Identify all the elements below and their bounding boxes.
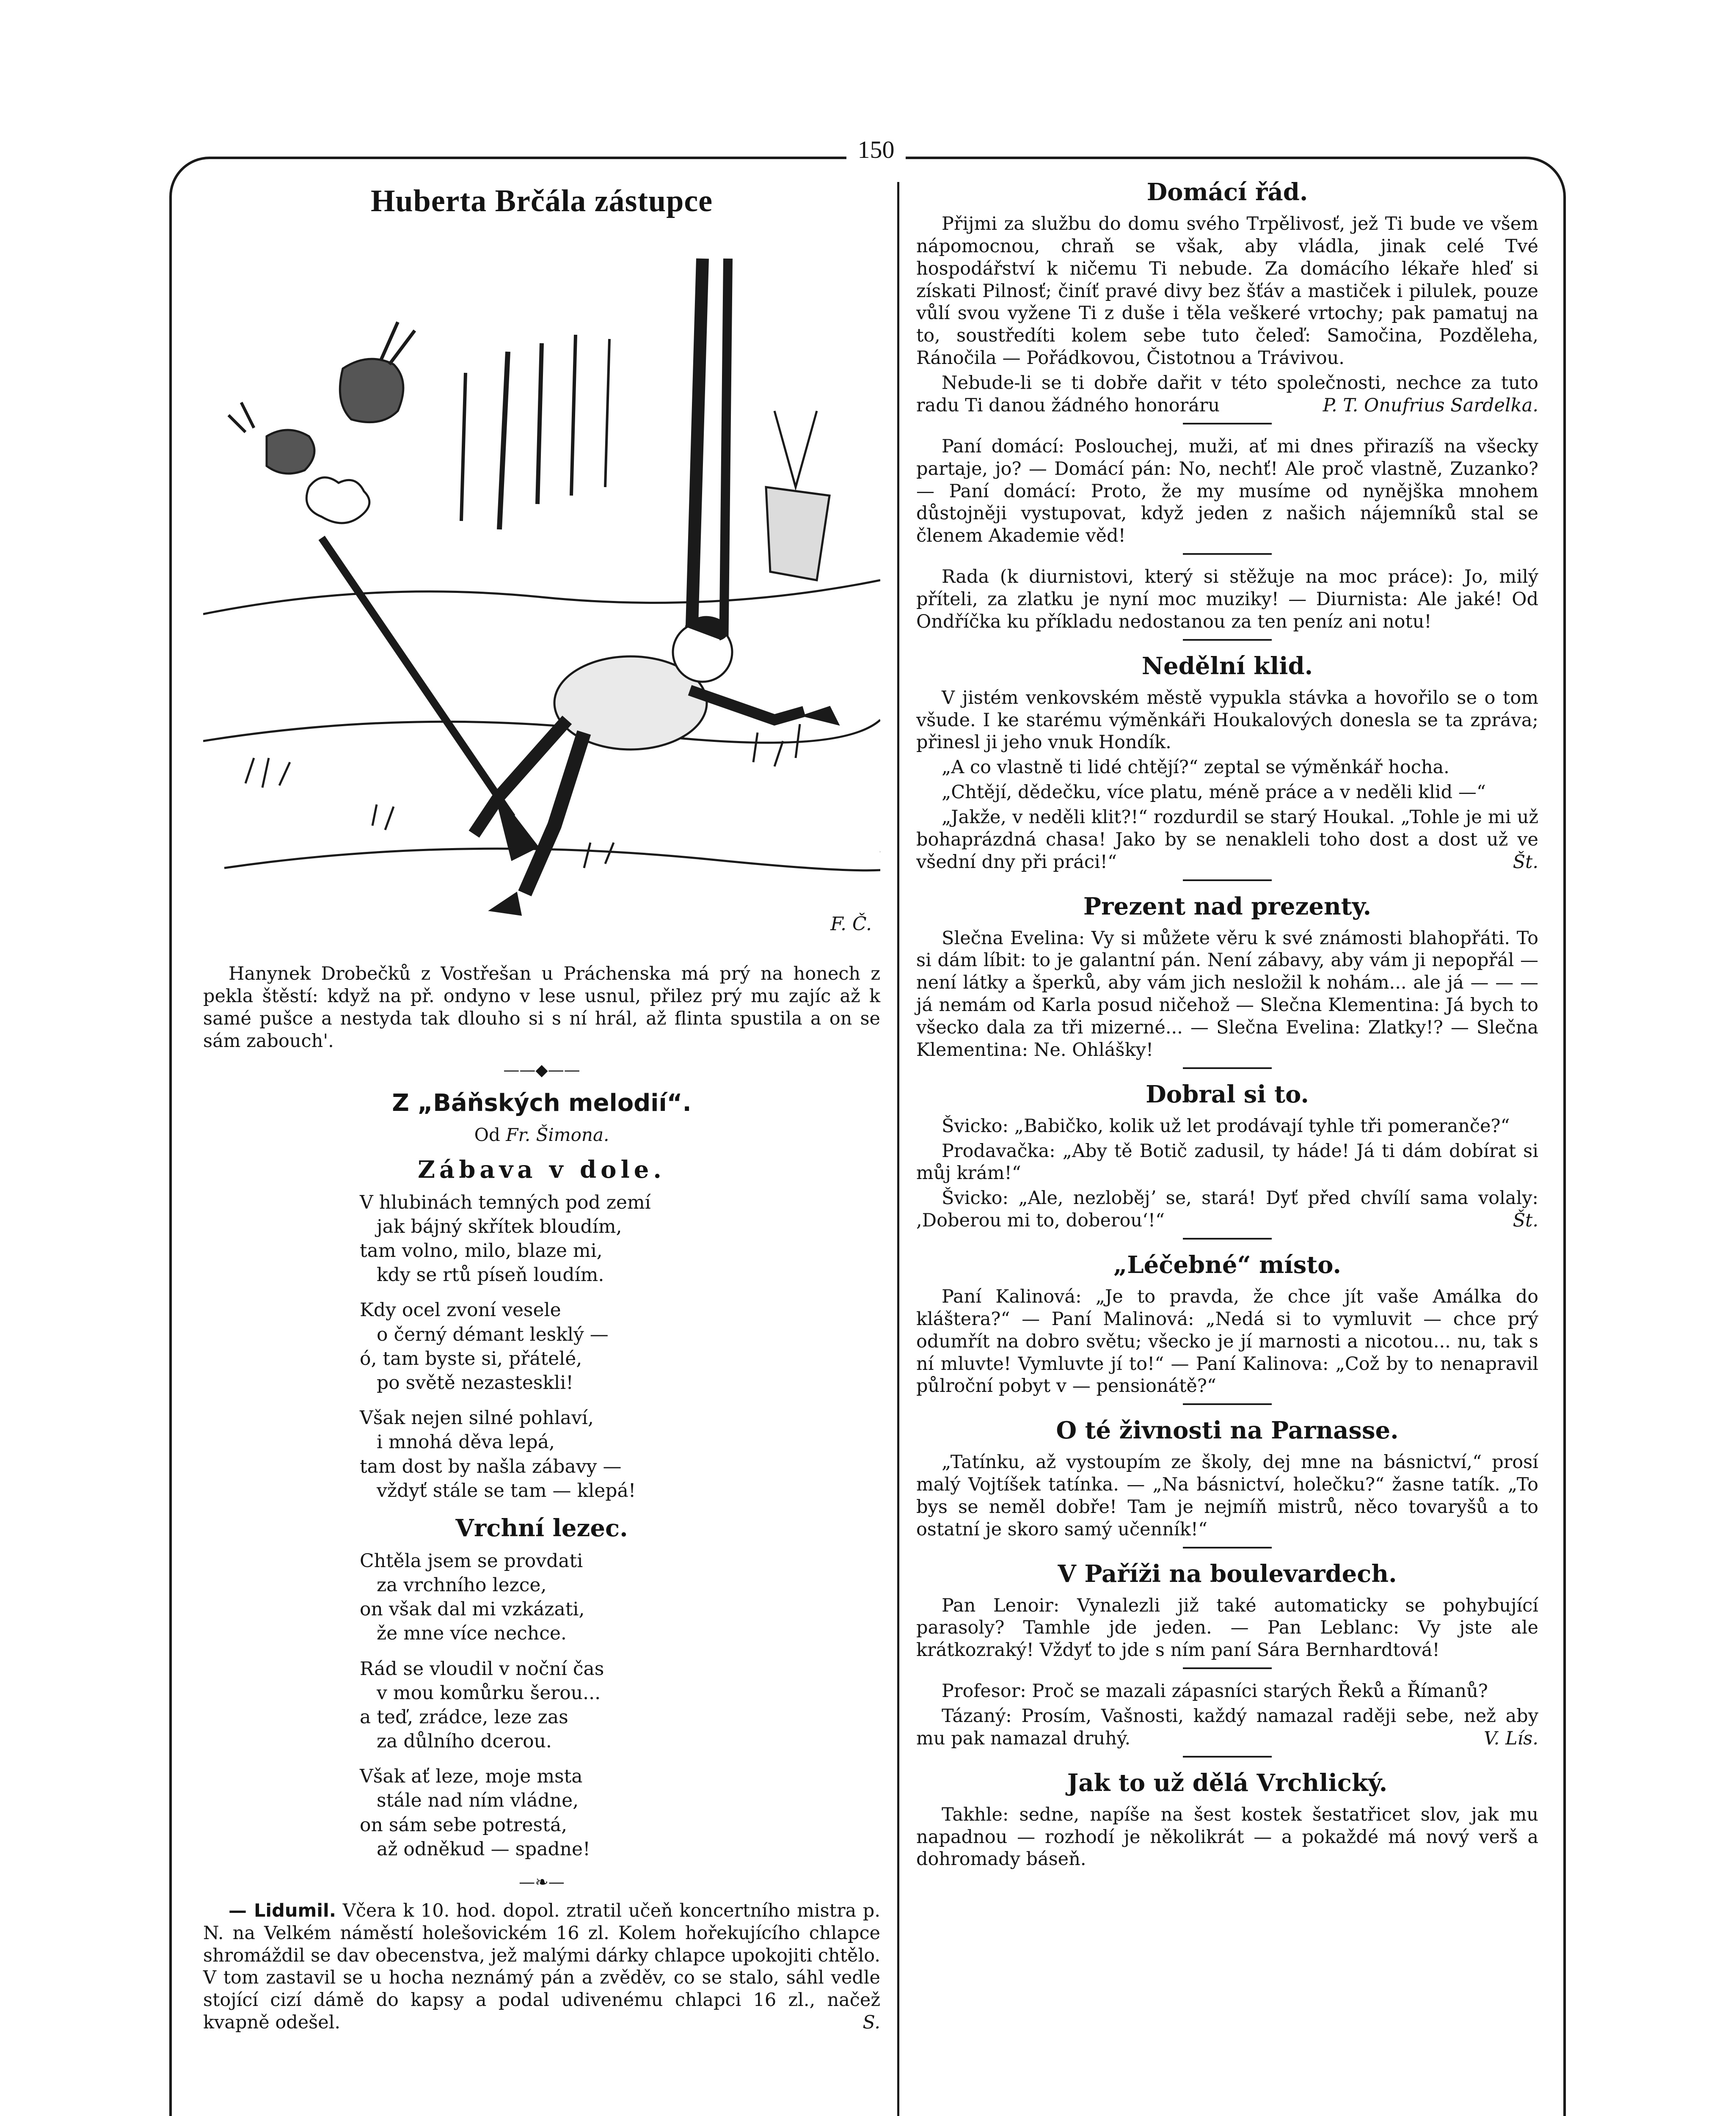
poem-line: stále nad ním vládne, (377, 1790, 579, 1812)
dobral-p3 (916, 1187, 1538, 1232)
poem-subtitle-vrchni: Vrchní lezec. (455, 1514, 628, 1542)
domaci-rad-p2 (916, 372, 1538, 417)
dobral-signature: Št. (1513, 1210, 1538, 1232)
ornament-divider: ——◆—— (503, 1060, 580, 1079)
poem-line: Kdy ocel zvoní vesele (360, 1299, 561, 1321)
nedelni-klid-p2: „A co vlastně ti lidé chtějí?“ zeptal se výměnkář hocha. (942, 757, 1449, 778)
dobral-title: Dobral si to. (1146, 1080, 1309, 1108)
domaci-rad-title: Domácí řád. (1146, 178, 1308, 206)
poem-line: Chtěla jsem se provdati (360, 1550, 583, 1572)
poem-line: jak bájný skřítek bloudím, (377, 1215, 622, 1237)
profesor-p2 (916, 1705, 1538, 1750)
section-rule (1183, 639, 1272, 641)
prezent-title: Prezent nad prezenty. (1083, 892, 1372, 920)
section-rule (1183, 423, 1272, 424)
dobral-p1: Švicko: „Babičko, kolik už let prodávají tyhle tři pomeranče?“ (942, 1115, 1510, 1137)
poem-stanza (360, 1657, 880, 1754)
cartoon-title: Huberta Brčála zástupce (370, 184, 713, 218)
poem-line: V hlubinách temných pod zemí (360, 1191, 651, 1213)
zivnost-p1: „Tatínku, až vystoupím ze školy, dej mne na básnictví,“ prosí malý Vojtíšek tatínka. — „Na básnictví, holečku?“ žasne tatík. „To bys se neměl dobře! Tam je nejmíň mistrů, něco tovaryšů a to ostatní je skoro samý učenník!“ (916, 1452, 1538, 1540)
poem-line: i mnohá děva lepá, (377, 1431, 555, 1453)
poem-line: Rád se vloudil v noční čas (360, 1658, 604, 1680)
poem-line: on sám sebe potrestá, (360, 1814, 568, 1836)
nedelni-klid-p4-text: „Jakže, v neděli klit?!“ rozdurdil se starý Houkal. „Tohle je mi už bohaprázdná chasa! Jako by se nenakleli toho dost a dost už ve všední dny při práci!“ (916, 807, 1538, 873)
zivnost-title: O té živnosti na Parnasse. (1056, 1416, 1399, 1445)
melodie-byline (203, 1124, 880, 1146)
nedelni-klid-signature: Št. (1513, 851, 1538, 873)
poem-line: tam dost by našla zábavy — (360, 1455, 622, 1477)
ornament-divider: —❧— (519, 1873, 565, 1892)
section-rule (1183, 1756, 1272, 1758)
right-column (916, 178, 1538, 1873)
domaci-rad-signature: P. T. Onufrius Sardelka. (1323, 394, 1538, 416)
pani-domaci-joke: Paní domácí: Poslouchej, muži, ať mi dnes přirazíš na všecky partaje, jo? — Domácí pán: No, nechť! Ale proč vlastně, Zuzanko? — Paní domácí: Proto, že my musíme od nynějška mnohem důstojněji vystupovat, když jeden z našich nájemníků stal se členem Akademie věd! (916, 435, 1538, 547)
section-rule (1183, 879, 1272, 881)
page-number: 150 (846, 135, 906, 164)
poem-stanza (360, 1549, 880, 1646)
melodie-title: Z „Báňských melodií“. (392, 1089, 692, 1117)
poem-stanza (360, 1764, 880, 1861)
poem-stanza (360, 1406, 880, 1503)
poem-stanza (360, 1298, 880, 1395)
section-rule (1183, 1403, 1272, 1405)
domaci-rad-p1: Přijmi za službu do domu svého Trpělivosť, jež Ti bude ve všem nápomocnou, chraň se však, aby vládla, jinak celé Tvé hospodářství k ničemu Ti nebude. Za domácího lékaře hleď si získati Pilnosť; činíť pravé divy bez šťáv a mastiček i pilulek, pouze vůlí svou vyžene Ti z duše i těla veškeré vrtochy; pak pamatuj na to, soustředíti kolem sebe tuto čeleď: Samočina, Pozděleha, Ránočila — Pořádkovou, Čistotnou a Trávivou. (916, 213, 1538, 369)
poem-line: Však nejen silné pohlaví, (360, 1407, 594, 1429)
poem-line: tam volno, milo, blaze mi, (360, 1240, 603, 1262)
nedelni-klid-title: Nedělní klid. (1141, 652, 1313, 680)
section-rule (1183, 1547, 1272, 1548)
nedelni-klid-p4 (916, 806, 1538, 873)
domaci-rad-p2-text: Nebude-li se ti dobře dařit v této společnosti, nechce za tuto radu Ti danou žádného honoráru (916, 372, 1538, 416)
lecebne-p1: Paní Kalinová: „Je to pravda, že chce jít vaše Amálka do kláštera?“ — Paní Malinová: „Nedá si to vymluvit — chce prý odumřít na dobro světu; všecko je jí marnosti a nicotou... nu, tak s ní mluvte! Vymluvte jí to!“ — Paní Kalinova: „Což by to nenapravil půlroční pobyt v — pensionátě?“ (916, 1286, 1538, 1397)
poem-line: kdy se rtů píseň loudím. (377, 1264, 604, 1286)
illustration-signature: F. Č. (830, 913, 872, 935)
poem-line: a teď, zrádce, leze zas (360, 1706, 568, 1728)
section-rule (1183, 1667, 1272, 1669)
poem-line: za důlního dcerou. (377, 1730, 552, 1752)
byline-author: Fr. Šimona. (506, 1124, 609, 1146)
lidumil-paragraph (203, 1900, 880, 2034)
prezent-p1: Slečna Evelina: Vy si můžete věru k své známosti blahopřáti. To si dám líbit: to je galantní pán. Není zábavy, aby vám ji nepopřál — není látky a šperků, aby vám jich nesložil k nohám... ale já — — — já nemám od Karla posud ničehož — Slečna Klementina: Já bych to všecko dala za tři mizerné... — Slečna Evelina: Zlatky!? — Slečna Klementina: Ne. Ohlášky! (916, 927, 1538, 1061)
poem-stanza (360, 1190, 880, 1287)
poem-line: on však dal mi vzkázati, (360, 1598, 585, 1620)
cartoon-caption: Hanynek Drobečků z Vostřešan u Práchenska má prý na honech z pekla štěstí: když na př. ondyno v lese usnul, přilez prý mu zajíc až k samé pušce a nestyda tak dlouho si s ní hrál, až flinta spustila a on se sám zabouch'. (203, 963, 880, 1052)
section-rule (1183, 1067, 1272, 1069)
poem-line: po světě nezasteskli! (377, 1372, 573, 1394)
section-rule (1183, 1238, 1272, 1240)
cartoon-illustration (203, 233, 880, 953)
vrchlicky-p1: Takhle: sedne, napíše na šest kostek šestatřicet slov, jak mu napadnou — rozhodí je několikrát — a pokaždé má nový verš a dohromady báseň. (916, 1804, 1538, 1870)
profesor-p1: Profesor: Proč se mazali zápasníci starých Řeků a Římanů? (942, 1681, 1488, 1702)
lecebne-title: „Léčebné“ místo. (1113, 1251, 1341, 1279)
vrchlicky-title: Jak to už dělá Vrchlický. (1067, 1769, 1388, 1797)
dobral-p3-text: Švicko: „Ale, nezlobějʼ se, stará! Dyť před chvílí sama volaly: ,Doberou mi to, doberou‘!“ (916, 1187, 1538, 1232)
profesor-p2-text: Tázaný: Prosím, Vašnosti, každý namazal raději sebe, než aby mu pak namazal druhý. (916, 1705, 1538, 1749)
pariz-title: V Paříži na boulevardech. (1058, 1559, 1397, 1588)
nedelni-klid-p3: „Chtějí, dědečku, více platu, méně práce a v neděli klid —“ (942, 782, 1486, 803)
poem-line: za vrchního lezce, (377, 1574, 547, 1596)
poem-line: vždyť stále se tam — klepá! (377, 1480, 636, 1502)
lidumil-signature: S. (862, 2012, 880, 2033)
left-column (203, 178, 880, 2036)
nedelni-klid-p1: V jistém venkovském městě vypukla stávka a hovořilo se o tom všude. I ke starému výměnkáři Houkalových donesla se ta zpráva; přinesl ji jeho vnuk Hondík. (916, 687, 1538, 753)
lidumil-text: Včera k 10. hod. dopol. ztratil učeň koncertního mistra p. N. na Velkém náměstí holešovickém 16 zl. Kolem hořekujícího chlapce shromáždil se dav obecenstva, jež malými dárky chlapce upokojiti chtělo. V tom zastavil se u hocha neznámý pán a zvěděv, co se stalo, sáhl vedle stojící cizí dámě do kapsy a podal udivenému chlapci 16 zl., načež kvapně odešel. (203, 1900, 880, 2033)
column-divider (897, 182, 899, 2116)
poem-line: o černý démant lesklý — (377, 1323, 609, 1345)
poem-line: ó, tam byste si, přátelé, (360, 1347, 582, 1369)
poem-line: Však ať leze, moje msta (360, 1766, 583, 1788)
section-rule (1183, 553, 1272, 555)
hunter-hare-drawing (203, 233, 880, 953)
lidumil-heading: — Lidumil. (229, 1900, 336, 1921)
dobral-p2: Prodavačka: „Aby tě Botič zadusil, ty háde! Já ti dám dobírat si můj krám!“ (916, 1140, 1538, 1184)
pariz-p1: Pan Lenoir: Vynalezli již také automaticky se pohybující parasoly? Tamhle jde jeden. — Pan Leblanc: Vy jste ale krátkozraký! Vždyť to jde s ním paní Sára Bernhardtová! (916, 1595, 1538, 1661)
poem-line: v mou komůrku šerou... (377, 1682, 601, 1704)
rada-joke: Rada (k diurnistovi, který si stěžuje na moc práce): Jo, milý příteli, za zlatku je nyní moc muziky! — Diurnista: Ale jaké! Od Ondříčka ku příkladu nedostanou za ten peníz ani notu! (916, 566, 1538, 632)
poem-line: že mne více nechce. (377, 1623, 567, 1645)
profesor-signature: V. Lís. (1484, 1728, 1538, 1749)
poem-line: až odněkud — spadne! (377, 1838, 590, 1860)
poem-subtitle-zabava: Zábava v dole. (418, 1155, 666, 1184)
byline-od: Od (474, 1124, 500, 1146)
